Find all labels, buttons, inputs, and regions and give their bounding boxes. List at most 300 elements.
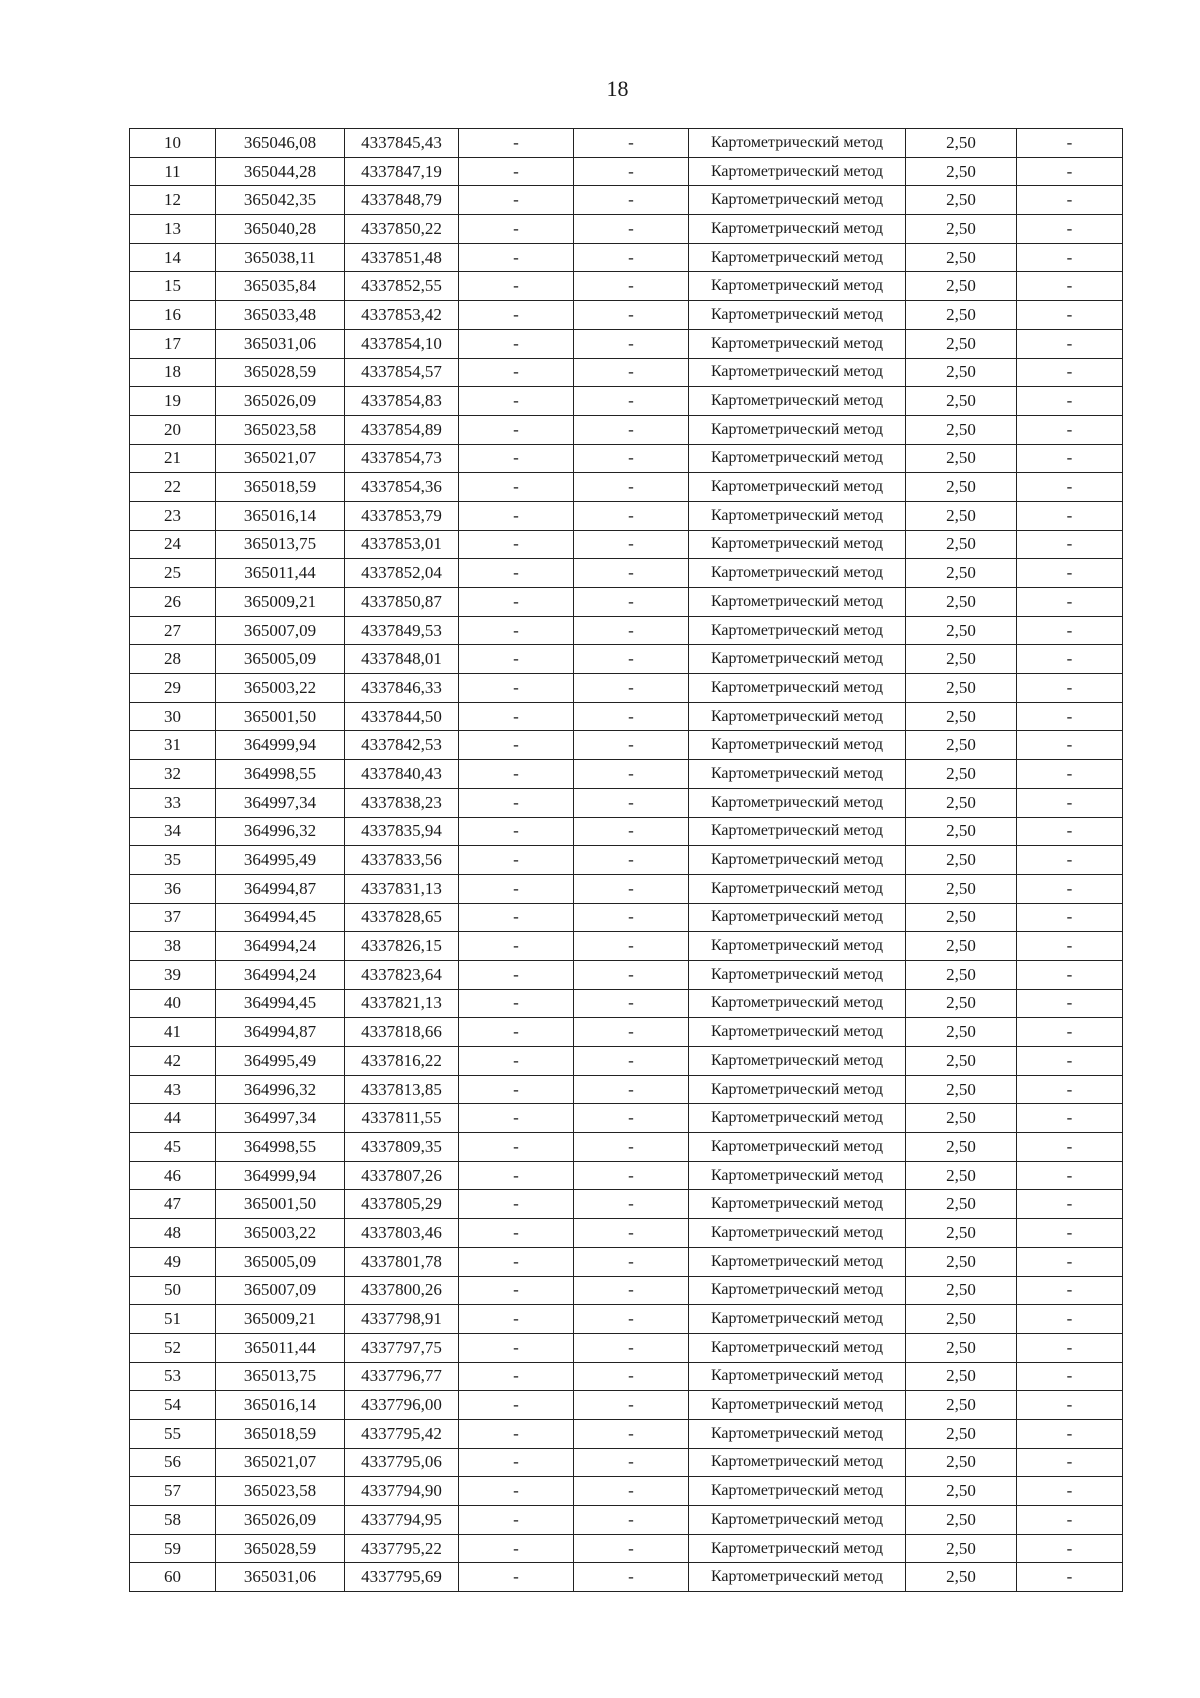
col4-cell: -	[459, 588, 574, 617]
y-coordinate-cell: 4337833,56	[345, 846, 459, 875]
col8-cell: -	[1017, 674, 1123, 703]
col4-cell: -	[459, 329, 574, 358]
table-row	[130, 788, 1123, 817]
col5-cell: -	[574, 1563, 689, 1592]
col4-cell: -	[459, 616, 574, 645]
accuracy-cell: 2,50	[906, 272, 1017, 301]
x-coordinate-cell: 364997,34	[216, 788, 345, 817]
x-coordinate-cell: 365031,06	[216, 1563, 345, 1592]
x-coordinate-cell: 365033,48	[216, 301, 345, 330]
method-cell: Картометрический метод	[689, 1104, 906, 1133]
point-number-cell: 42	[130, 1047, 216, 1076]
x-coordinate-cell: 364996,32	[216, 1075, 345, 1104]
col8-cell: -	[1017, 444, 1123, 473]
y-coordinate-cell: 4337795,69	[345, 1563, 459, 1592]
col5-cell: -	[574, 731, 689, 760]
accuracy-cell: 2,50	[906, 1506, 1017, 1535]
table-row	[130, 874, 1123, 903]
point-number-cell: 23	[130, 501, 216, 530]
x-coordinate-cell: 365023,58	[216, 415, 345, 444]
col4-cell: -	[459, 1506, 574, 1535]
table-row	[130, 1391, 1123, 1420]
table-row	[130, 530, 1123, 559]
accuracy-cell: 2,50	[906, 1161, 1017, 1190]
table-row	[130, 731, 1123, 760]
x-coordinate-cell: 364994,24	[216, 932, 345, 961]
y-coordinate-cell: 4337795,42	[345, 1419, 459, 1448]
col4-cell: -	[459, 1161, 574, 1190]
point-number-cell: 38	[130, 932, 216, 961]
col5-cell: -	[574, 1133, 689, 1162]
col4-cell: -	[459, 186, 574, 215]
y-coordinate-cell: 4337797,75	[345, 1333, 459, 1362]
col8-cell: -	[1017, 387, 1123, 416]
col4-cell: -	[459, 157, 574, 186]
point-number-cell: 47	[130, 1190, 216, 1219]
accuracy-cell: 2,50	[906, 1276, 1017, 1305]
col4-cell: -	[459, 760, 574, 789]
col5-cell: -	[574, 760, 689, 789]
col4-cell: -	[459, 932, 574, 961]
accuracy-cell: 2,50	[906, 932, 1017, 961]
point-number-cell: 44	[130, 1104, 216, 1133]
point-number-cell: 50	[130, 1276, 216, 1305]
col4-cell: -	[459, 903, 574, 932]
point-number-cell: 37	[130, 903, 216, 932]
table-row	[130, 1563, 1123, 1592]
col5-cell: -	[574, 1104, 689, 1133]
table-row	[130, 301, 1123, 330]
accuracy-cell: 2,50	[906, 473, 1017, 502]
accuracy-cell: 2,50	[906, 989, 1017, 1018]
col5-cell: -	[574, 243, 689, 272]
col8-cell: -	[1017, 932, 1123, 961]
point-number-cell: 18	[130, 358, 216, 387]
accuracy-cell: 2,50	[906, 329, 1017, 358]
col8-cell: -	[1017, 358, 1123, 387]
col4-cell: -	[459, 243, 574, 272]
x-coordinate-cell: 364998,55	[216, 1133, 345, 1162]
y-coordinate-cell: 4337854,36	[345, 473, 459, 502]
table-row	[130, 1534, 1123, 1563]
table-row	[130, 1075, 1123, 1104]
col5-cell: -	[574, 1534, 689, 1563]
y-coordinate-cell: 4337807,26	[345, 1161, 459, 1190]
accuracy-cell: 2,50	[906, 1047, 1017, 1076]
method-cell: Картометрический метод	[689, 1047, 906, 1076]
method-cell: Картометрический метод	[689, 501, 906, 530]
point-number-cell: 55	[130, 1419, 216, 1448]
method-cell: Картометрический метод	[689, 157, 906, 186]
point-number-cell: 49	[130, 1247, 216, 1276]
y-coordinate-cell: 4337847,19	[345, 157, 459, 186]
col4-cell: -	[459, 1419, 574, 1448]
col4-cell: -	[459, 1276, 574, 1305]
table-row	[130, 387, 1123, 416]
table-row	[130, 1506, 1123, 1535]
point-number-cell: 52	[130, 1333, 216, 1362]
y-coordinate-cell: 4337845,43	[345, 129, 459, 158]
col4-cell: -	[459, 1133, 574, 1162]
accuracy-cell: 2,50	[906, 1305, 1017, 1334]
method-cell: Картометрический метод	[689, 1161, 906, 1190]
x-coordinate-cell: 364998,55	[216, 760, 345, 789]
x-coordinate-cell: 365023,58	[216, 1477, 345, 1506]
coordinates-table-body	[130, 129, 1123, 1592]
col4-cell: -	[459, 874, 574, 903]
x-coordinate-cell: 365003,22	[216, 1219, 345, 1248]
x-coordinate-cell: 365026,09	[216, 387, 345, 416]
col4-cell: -	[459, 301, 574, 330]
col4-cell: -	[459, 1247, 574, 1276]
col4-cell: -	[459, 215, 574, 244]
method-cell: Картометрический метод	[689, 1075, 906, 1104]
col4-cell: -	[459, 1448, 574, 1477]
col8-cell: -	[1017, 1506, 1123, 1535]
y-coordinate-cell: 4337853,79	[345, 501, 459, 530]
x-coordinate-cell: 365013,75	[216, 1362, 345, 1391]
x-coordinate-cell: 365003,22	[216, 674, 345, 703]
y-coordinate-cell: 4337795,06	[345, 1448, 459, 1477]
x-coordinate-cell: 364995,49	[216, 1047, 345, 1076]
method-cell: Картометрический метод	[689, 1391, 906, 1420]
x-coordinate-cell: 365031,06	[216, 329, 345, 358]
point-number-cell: 58	[130, 1506, 216, 1535]
col5-cell: -	[574, 358, 689, 387]
point-number-cell: 12	[130, 186, 216, 215]
col8-cell: -	[1017, 157, 1123, 186]
col8-cell: -	[1017, 731, 1123, 760]
y-coordinate-cell: 4337813,85	[345, 1075, 459, 1104]
point-number-cell: 32	[130, 760, 216, 789]
table-row	[130, 932, 1123, 961]
point-number-cell: 35	[130, 846, 216, 875]
table-row	[130, 415, 1123, 444]
x-coordinate-cell: 364994,45	[216, 903, 345, 932]
col5-cell: -	[574, 272, 689, 301]
col8-cell: -	[1017, 1563, 1123, 1592]
accuracy-cell: 2,50	[906, 243, 1017, 272]
table-row	[130, 1047, 1123, 1076]
col8-cell: -	[1017, 1047, 1123, 1076]
method-cell: Картометрический метод	[689, 1018, 906, 1047]
col4-cell: -	[459, 702, 574, 731]
col4-cell: -	[459, 272, 574, 301]
x-coordinate-cell: 365021,07	[216, 444, 345, 473]
y-coordinate-cell: 4337796,77	[345, 1362, 459, 1391]
method-cell: Картометрический метод	[689, 272, 906, 301]
y-coordinate-cell: 4337854,83	[345, 387, 459, 416]
col4-cell: -	[459, 1534, 574, 1563]
table-row	[130, 1448, 1123, 1477]
method-cell: Картометрический метод	[689, 1563, 906, 1592]
point-number-cell: 17	[130, 329, 216, 358]
point-number-cell: 48	[130, 1219, 216, 1248]
col8-cell: -	[1017, 243, 1123, 272]
col4-cell: -	[459, 559, 574, 588]
table-row	[130, 1104, 1123, 1133]
point-number-cell: 22	[130, 473, 216, 502]
y-coordinate-cell: 4337854,89	[345, 415, 459, 444]
y-coordinate-cell: 4337798,91	[345, 1305, 459, 1334]
table-row	[130, 846, 1123, 875]
col8-cell: -	[1017, 1018, 1123, 1047]
accuracy-cell: 2,50	[906, 903, 1017, 932]
accuracy-cell: 2,50	[906, 387, 1017, 416]
method-cell: Картометрический метод	[689, 731, 906, 760]
col8-cell: -	[1017, 1247, 1123, 1276]
col5-cell: -	[574, 1190, 689, 1219]
accuracy-cell: 2,50	[906, 358, 1017, 387]
point-number-cell: 53	[130, 1362, 216, 1391]
col5-cell: -	[574, 1047, 689, 1076]
method-cell: Картометрический метод	[689, 1305, 906, 1334]
col4-cell: -	[459, 501, 574, 530]
point-number-cell: 46	[130, 1161, 216, 1190]
col8-cell: -	[1017, 1276, 1123, 1305]
accuracy-cell: 2,50	[906, 530, 1017, 559]
col5-cell: -	[574, 1419, 689, 1448]
col5-cell: -	[574, 932, 689, 961]
method-cell: Картометрический метод	[689, 1219, 906, 1248]
method-cell: Картометрический метод	[689, 301, 906, 330]
y-coordinate-cell: 4337796,00	[345, 1391, 459, 1420]
col5-cell: -	[574, 817, 689, 846]
accuracy-cell: 2,50	[906, 1563, 1017, 1592]
y-coordinate-cell: 4337846,33	[345, 674, 459, 703]
accuracy-cell: 2,50	[906, 559, 1017, 588]
col5-cell: -	[574, 1391, 689, 1420]
x-coordinate-cell: 365007,09	[216, 616, 345, 645]
method-cell: Картометрический метод	[689, 674, 906, 703]
accuracy-cell: 2,50	[906, 1190, 1017, 1219]
col5-cell: -	[574, 702, 689, 731]
col5-cell: -	[574, 1333, 689, 1362]
accuracy-cell: 2,50	[906, 588, 1017, 617]
table-row	[130, 444, 1123, 473]
method-cell: Картометрический метод	[689, 215, 906, 244]
x-coordinate-cell: 365005,09	[216, 645, 345, 674]
col4-cell: -	[459, 1477, 574, 1506]
col5-cell: -	[574, 1477, 689, 1506]
col5-cell: -	[574, 1161, 689, 1190]
x-coordinate-cell: 365005,09	[216, 1247, 345, 1276]
method-cell: Картометрический метод	[689, 387, 906, 416]
y-coordinate-cell: 4337828,65	[345, 903, 459, 932]
table-row	[130, 1247, 1123, 1276]
table-row	[130, 1276, 1123, 1305]
col8-cell: -	[1017, 874, 1123, 903]
col8-cell: -	[1017, 1075, 1123, 1104]
point-number-cell: 14	[130, 243, 216, 272]
table-row	[130, 157, 1123, 186]
accuracy-cell: 2,50	[906, 301, 1017, 330]
col5-cell: -	[574, 1276, 689, 1305]
method-cell: Картометрический метод	[689, 1419, 906, 1448]
point-number-cell: 54	[130, 1391, 216, 1420]
table-row	[130, 358, 1123, 387]
col5-cell: -	[574, 1075, 689, 1104]
col4-cell: -	[459, 674, 574, 703]
point-number-cell: 10	[130, 129, 216, 158]
col8-cell: -	[1017, 530, 1123, 559]
col8-cell: -	[1017, 588, 1123, 617]
col4-cell: -	[459, 1219, 574, 1248]
method-cell: Картометрический метод	[689, 1276, 906, 1305]
col8-cell: -	[1017, 846, 1123, 875]
table-row	[130, 1333, 1123, 1362]
col4-cell: -	[459, 1018, 574, 1047]
accuracy-cell: 2,50	[906, 186, 1017, 215]
col8-cell: -	[1017, 272, 1123, 301]
col8-cell: -	[1017, 1419, 1123, 1448]
y-coordinate-cell: 4337826,15	[345, 932, 459, 961]
point-number-cell: 57	[130, 1477, 216, 1506]
x-coordinate-cell: 365011,44	[216, 1333, 345, 1362]
x-coordinate-cell: 364994,24	[216, 960, 345, 989]
col4-cell: -	[459, 473, 574, 502]
accuracy-cell: 2,50	[906, 129, 1017, 158]
table-row	[130, 1133, 1123, 1162]
table-row	[130, 702, 1123, 731]
accuracy-cell: 2,50	[906, 1104, 1017, 1133]
method-cell: Картометрический метод	[689, 1506, 906, 1535]
method-cell: Картометрический метод	[689, 329, 906, 358]
method-cell: Картометрический метод	[689, 588, 906, 617]
method-cell: Картометрический метод	[689, 989, 906, 1018]
method-cell: Картометрический метод	[689, 444, 906, 473]
table-row	[130, 817, 1123, 846]
table-row	[130, 1018, 1123, 1047]
col8-cell: -	[1017, 1534, 1123, 1563]
accuracy-cell: 2,50	[906, 501, 1017, 530]
table-row	[130, 1161, 1123, 1190]
y-coordinate-cell: 4337795,22	[345, 1534, 459, 1563]
point-number-cell: 34	[130, 817, 216, 846]
x-coordinate-cell: 364999,94	[216, 731, 345, 760]
col8-cell: -	[1017, 1219, 1123, 1248]
x-coordinate-cell: 365016,14	[216, 501, 345, 530]
y-coordinate-cell: 4337823,64	[345, 960, 459, 989]
accuracy-cell: 2,50	[906, 702, 1017, 731]
x-coordinate-cell: 365038,11	[216, 243, 345, 272]
y-coordinate-cell: 4337842,53	[345, 731, 459, 760]
x-coordinate-cell: 365018,59	[216, 473, 345, 502]
col8-cell: -	[1017, 903, 1123, 932]
table-row	[130, 243, 1123, 272]
x-coordinate-cell: 365028,59	[216, 1534, 345, 1563]
col5-cell: -	[574, 215, 689, 244]
col5-cell: -	[574, 1018, 689, 1047]
col5-cell: -	[574, 1362, 689, 1391]
table-row	[130, 960, 1123, 989]
accuracy-cell: 2,50	[906, 444, 1017, 473]
y-coordinate-cell: 4337853,01	[345, 530, 459, 559]
accuracy-cell: 2,50	[906, 846, 1017, 875]
table-row	[130, 1419, 1123, 1448]
col4-cell: -	[459, 1333, 574, 1362]
col4-cell: -	[459, 1190, 574, 1219]
col8-cell: -	[1017, 1333, 1123, 1362]
col8-cell: -	[1017, 960, 1123, 989]
col8-cell: -	[1017, 215, 1123, 244]
col8-cell: -	[1017, 1104, 1123, 1133]
col5-cell: -	[574, 588, 689, 617]
col8-cell: -	[1017, 817, 1123, 846]
point-number-cell: 45	[130, 1133, 216, 1162]
col8-cell: -	[1017, 301, 1123, 330]
col5-cell: -	[574, 1506, 689, 1535]
accuracy-cell: 2,50	[906, 1477, 1017, 1506]
col4-cell: -	[459, 1563, 574, 1592]
coordinates-table	[129, 128, 1123, 1592]
point-number-cell: 11	[130, 157, 216, 186]
accuracy-cell: 2,50	[906, 960, 1017, 989]
accuracy-cell: 2,50	[906, 817, 1017, 846]
method-cell: Картометрический метод	[689, 932, 906, 961]
table-row	[130, 129, 1123, 158]
x-coordinate-cell: 365018,59	[216, 1419, 345, 1448]
y-coordinate-cell: 4337850,22	[345, 215, 459, 244]
x-coordinate-cell: 364995,49	[216, 846, 345, 875]
col5-cell: -	[574, 157, 689, 186]
x-coordinate-cell: 365007,09	[216, 1276, 345, 1305]
y-coordinate-cell: 4337850,87	[345, 588, 459, 617]
accuracy-cell: 2,50	[906, 1448, 1017, 1477]
y-coordinate-cell: 4337794,90	[345, 1477, 459, 1506]
method-cell: Картометрический метод	[689, 1362, 906, 1391]
accuracy-cell: 2,50	[906, 874, 1017, 903]
col5-cell: -	[574, 301, 689, 330]
point-number-cell: 36	[130, 874, 216, 903]
accuracy-cell: 2,50	[906, 788, 1017, 817]
x-coordinate-cell: 364996,32	[216, 817, 345, 846]
col5-cell: -	[574, 559, 689, 588]
accuracy-cell: 2,50	[906, 215, 1017, 244]
col8-cell: -	[1017, 989, 1123, 1018]
accuracy-cell: 2,50	[906, 1362, 1017, 1391]
col4-cell: -	[459, 1305, 574, 1334]
y-coordinate-cell: 4337816,22	[345, 1047, 459, 1076]
y-coordinate-cell: 4337831,13	[345, 874, 459, 903]
col8-cell: -	[1017, 702, 1123, 731]
col5-cell: -	[574, 674, 689, 703]
method-cell: Картометрический метод	[689, 1477, 906, 1506]
point-number-cell: 13	[130, 215, 216, 244]
table-row	[130, 760, 1123, 789]
method-cell: Картометрический метод	[689, 616, 906, 645]
table-row	[130, 1362, 1123, 1391]
point-number-cell: 41	[130, 1018, 216, 1047]
method-cell: Картометрический метод	[689, 1333, 906, 1362]
method-cell: Картометрический метод	[689, 817, 906, 846]
point-number-cell: 51	[130, 1305, 216, 1334]
accuracy-cell: 2,50	[906, 157, 1017, 186]
y-coordinate-cell: 4337801,78	[345, 1247, 459, 1276]
method-cell: Картометрический метод	[689, 358, 906, 387]
accuracy-cell: 2,50	[906, 1133, 1017, 1162]
col4-cell: -	[459, 817, 574, 846]
col4-cell: -	[459, 1075, 574, 1104]
y-coordinate-cell: 4337848,79	[345, 186, 459, 215]
table-row	[130, 1190, 1123, 1219]
y-coordinate-cell: 4337838,23	[345, 788, 459, 817]
col8-cell: -	[1017, 559, 1123, 588]
accuracy-cell: 2,50	[906, 674, 1017, 703]
col5-cell: -	[574, 129, 689, 158]
col8-cell: -	[1017, 616, 1123, 645]
col5-cell: -	[574, 444, 689, 473]
